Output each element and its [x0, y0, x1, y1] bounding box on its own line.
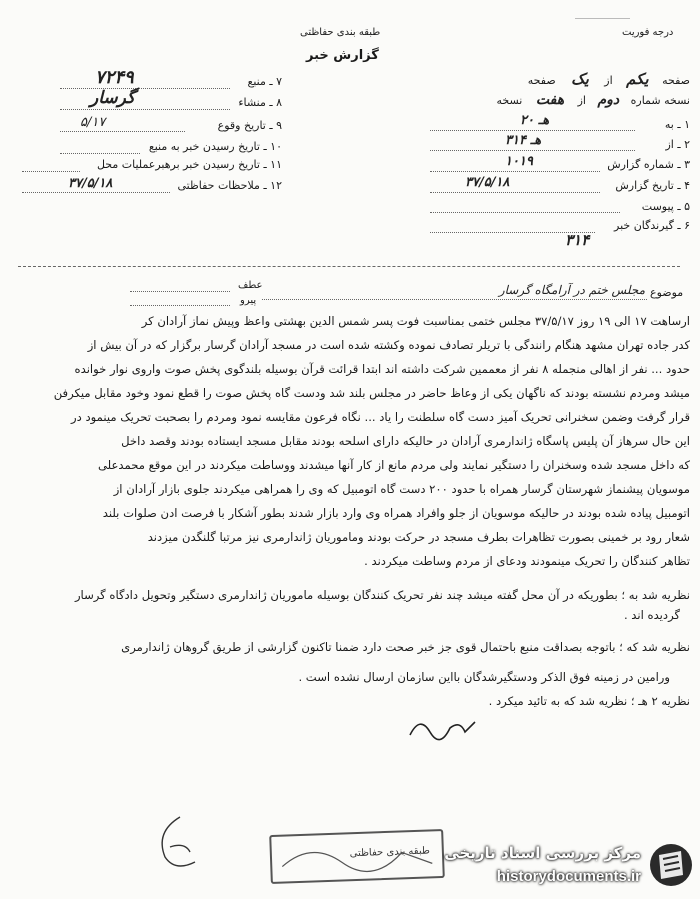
stamp-text: طبقه بندی حفاظتی: [349, 845, 431, 860]
archive-logo-icon: [647, 841, 695, 889]
body-line: تظاهر کنندگان را تحریک مینمودند ودعای از مردم وساطت میکردند .: [364, 554, 690, 568]
right-field-value: ۱۰۱۹: [505, 154, 533, 169]
left-field-label: ۸ ـ منشاء: [238, 96, 282, 109]
left-field-value: ۷۲۴۹: [95, 67, 134, 88]
subject-value: مجلس ختم در آرامگاه گرسار: [498, 283, 645, 297]
body-line: که داخل مسجد شده وسخنران را دستگیر نمایند ولی مردم مانع از کار آنها میشدند ووساطت میکردند در این موقع محمدعلی: [98, 458, 690, 472]
copy-count-row: [402, 92, 690, 108]
copy-number: دوم: [597, 92, 620, 108]
archive-watermark: [415, 838, 697, 894]
subject-label: موضوع: [650, 286, 684, 299]
left-field-label: ۱۲ ـ ملاحظات حفاظتی: [177, 179, 282, 192]
body-line: موسویان پیشنماز شهرستان گرسار همراه با حدود ۲۰۰ دست گاه اتومبیل که وی را همراهی میکردند جلوی بازار آرادان از: [113, 482, 690, 496]
page-of: از: [604, 74, 613, 87]
right-field-label: ۳ ـ شماره گزارش: [607, 158, 690, 171]
page-count-row: [402, 70, 690, 88]
page-unit: صفحه: [527, 74, 556, 87]
left-field-value: گرسار: [90, 88, 136, 108]
copy-of: از: [577, 94, 586, 107]
right-field-value: ۳۱۴ هـ: [505, 133, 542, 148]
body-line: کدر جاده تهران مشهد هنگام رانندگی با تریلر تصادف نموده وکشته شده است در مسجد آرادان گرسار برگزار که در آن بیش از: [87, 338, 690, 352]
copy-total: هفت: [535, 92, 565, 108]
classification-label: طبقه بندی حفاظتی: [300, 27, 381, 38]
right-field-value: ۳۷/۵/۱۸: [465, 175, 510, 190]
copy-label: نسخه شماره: [630, 94, 690, 107]
page-label: صفحه: [662, 74, 690, 87]
right-field-label: ۵ ـ پیوست: [641, 200, 690, 213]
right-field-value: ۳۱۴: [565, 231, 590, 249]
body-line: ارساهت ۱۷ الی ۱۹ روز ۳۷/۵/۱۷ مجلس ختمی بمناسبت فوت پسر شمس الدین بهشتی واعظ وپیش نماز آرادان کر: [141, 314, 690, 328]
reference-peyro: پیرو: [240, 295, 257, 306]
watermark-url: historydocuments.ir: [496, 868, 641, 885]
note-line: نظریه شد که ؛ باتوجه بصداقت منبع باحتمال قوی جز خبر صحت دارد ضمنا تاکنون گزارشی از طریق گروهان ژاندارمری: [121, 640, 690, 654]
page-number: یکم: [626, 70, 649, 88]
note-line: ورامین در زمینه فوق الذکر ودستگیرشدگان بااین سازمان ارسال نشده است .: [298, 670, 670, 684]
left-field-label: ۹ ـ تاریخ وقوع: [217, 119, 282, 132]
right-field-value: ۲۰ هـ: [520, 113, 550, 128]
right-field-label: ۱ ـ به: [664, 118, 690, 131]
left-field-label: ۱۰ ـ تاریخ رسیدن خبر به منبع: [148, 140, 282, 153]
body-line: اتومبیل پیاده شده بودند در حالیکه موسویان از جلو وافراد همراه وی وارد بازار شدند بطور آشکار با فرصت ادن صلوات بلند: [102, 506, 690, 520]
page-total: یک: [571, 70, 589, 88]
body-line: حدود ... نفر از اهالی منجمله ۸ نفر از معممین شرکت داشته اند ابتدا قرائت قرآن بوسیله بلندگوی پخش صوت واروی نوار خوانده: [74, 362, 690, 376]
reference-atf: عطف: [238, 280, 263, 291]
document-title: گزارش خبر: [306, 48, 379, 63]
body-line: میشد ومردم نشسته بودند که ناگهان یکی از وعاظ حاضر در مجلس بلند شد ودست گاه پخش صوت را قطع نمود وخود مقابل میکرفن: [53, 386, 690, 400]
right-field-label: ۲ ـ از: [665, 138, 690, 151]
note-line: گردیده اند .: [623, 608, 680, 622]
left-field-label: ۱۱ ـ تاریخ رسیدن خبر برهبرعملیات محل: [96, 158, 282, 171]
watermark-name: مرکز بررسی اسناد تاریخی: [444, 844, 641, 862]
note-line: نظریه شد به ؛ بطوریکه در آن محل گفته میشد چند نفر تحریک کنندگان بوسیله ماموریان ژاندارمری دستگیر وتحویل دادگاه گرسار: [74, 588, 690, 602]
body-line: شعار رود بر خمینی بصورت تظاهرات بطرف مسجد در حرکت بودند وماموریان ژاندارمری نیز مرتبا گلنگدن میزدند: [147, 530, 690, 544]
left-field-value: ۵/۱۷: [80, 115, 106, 130]
priority-label: درجه فوریت: [622, 27, 674, 38]
section-divider: [18, 266, 680, 267]
left-field-value: ۳۷/۵/۱۸: [68, 176, 113, 191]
right-field-label: ۴ ـ تاریخ گزارش: [615, 179, 690, 192]
signature-mark: [405, 710, 480, 745]
priority-box: [575, 4, 630, 19]
body-line: قرار گرفت وضمن سخنرانی تحریک آمیز دست گاه سلطنت را یاد ... نگاه فرعون مقایسه نمود ومردم را بصحبت تحریک مینمود در: [71, 410, 690, 424]
right-field-label: ۶ ـ گیرندگان خبر: [614, 219, 690, 232]
body-line: این حال سرهاز آن پلیس پاسگاه ژاندارمری آرادان در حالیکه دارای اسلحه بودند مقابل مسجد ایستاده بودند وقصد داخل: [121, 434, 690, 448]
left-field-label: ۷ ـ منبع: [247, 75, 282, 88]
signature-mark: [150, 812, 210, 882]
copy-unit: نسخه: [496, 94, 523, 107]
note-line: نظریه ۲ هـ ؛ نظریه شد که به تائید میکرد .: [488, 694, 690, 708]
